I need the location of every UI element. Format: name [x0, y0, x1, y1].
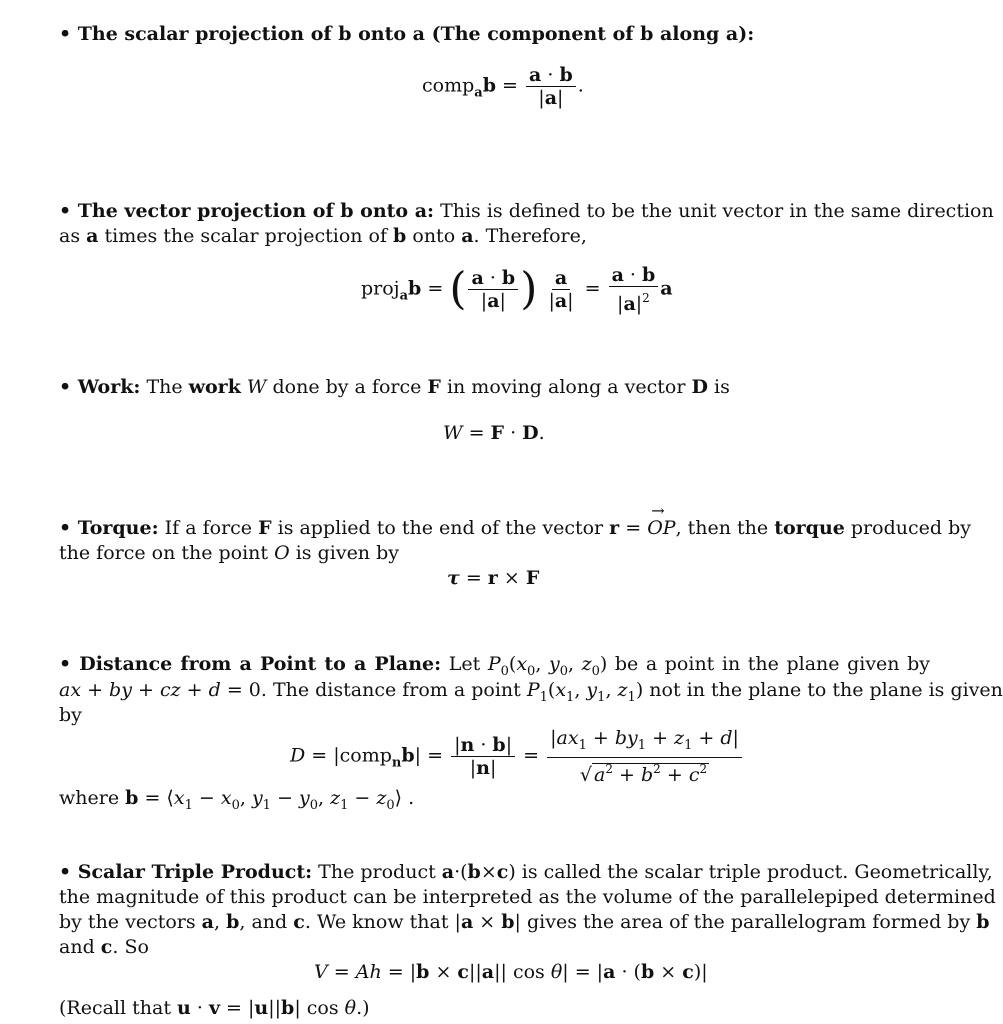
vector-projection-formula: proj$_a$b = ( $\frac{a \cdot b}{|a|}$ ) $\frac{a}{|a|}$ = $\frac{a \cdot b}{|a|^2}$ a [361, 263, 673, 315]
vector-projection-line1: • The vector projection of b onto a: This is defined to be the unit vector in the same direction [59, 200, 994, 222]
torque-line2: the force on the point O is given by [59, 542, 399, 564]
work-formula: W = F · D. [443, 422, 545, 444]
distance-formula: D = |comp$_n$b| = $\frac{|n \cdot b|}{|n|}$ = $\frac{|ax_1 + by_1 + z_1 + d|}{√ a^2 + b^2 + c^2}$ [290, 727, 744, 786]
triple-recall: (Recall that u · v = |u||b| cos θ.) [59, 997, 370, 1019]
scalar-projection-heading: • The scalar projection of b onto a (The component of b along a): [59, 23, 755, 45]
distance-line3: by [59, 704, 82, 726]
triple-line2: the magnitude of this product can be interpreted as the volume of the parallelepiped determined [59, 886, 996, 908]
vector-projection-line2: as a times the scalar projection of b onto a. Therefore, [59, 225, 587, 247]
triple-formula: V = Ah = |b × c||a|| cos θ| = |a · (b × c)| [314, 961, 708, 983]
distance-line1: • Distance from a Point to a Plane: Let $P_0(x_0$, $y_0$, $z_0$) be a point in the plane given by [59, 653, 931, 679]
distance-where: where $b = ⟨x_1 - x_0$, $y_1 - y_0$, $z_1$ − $z_0⟩$ . [59, 787, 415, 813]
triple-line3: by the vectors a, b, and c. We know that |a × b| gives the area of the parallelogram formed by b [59, 911, 990, 933]
triple-line4: and c. So [59, 936, 149, 958]
torque-formula: τ = r × F [447, 567, 540, 589]
scalar-projection-formula: comp$_a$b = $\frac{a \cdot b}{|a|}$ . [422, 64, 584, 109]
torque-line1: • Torque: If a force F is applied to the end of the vector r = → OP, then the torque produced by [59, 516, 930, 540]
triple-line1: • Scalar Triple Product: The product a·(b×c) is called the scalar triple product. Geometrically, [59, 861, 993, 883]
distance-line2: ax + by + cz + d = 0. The distance from a point $P_1(x_1$, $y_1$, $z_1$) not in the plane to the plane is given [59, 679, 1003, 705]
work-line: • Work: The work W done by a force F in moving along a vector D is [59, 376, 730, 398]
